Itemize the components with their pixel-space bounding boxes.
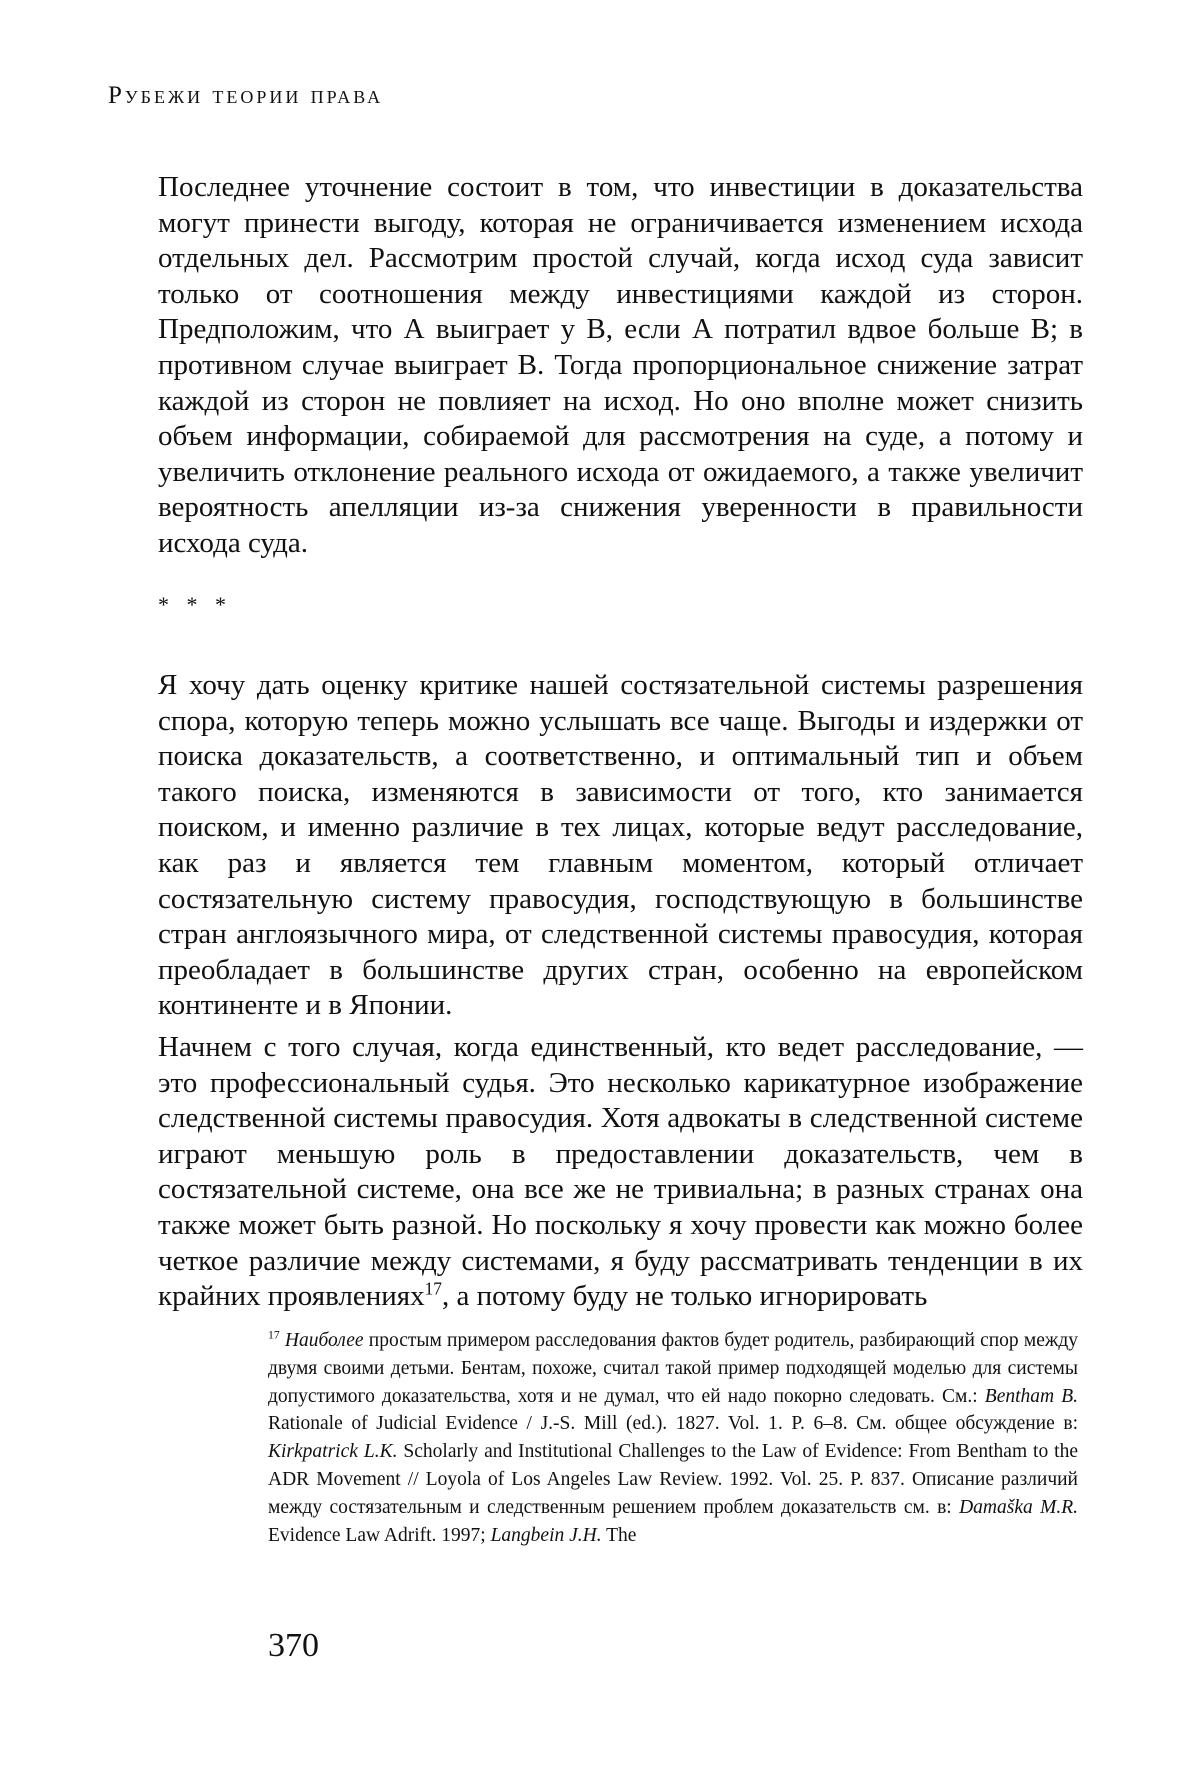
- footnote-author-2: Kirkpatrick L.K.: [268, 1441, 398, 1463]
- paragraph-2: Я хочу дать оценку критике нашей состязательной системы разрешения спора, которую теперь можно услышать все чаще. Выгоды и издержки от поиска доказательств, а соответственно, и оптимальный тип и объем такого поиска, изменяются в зависимости от того, кто занимается поиском, и именно различие в тех лицах, которые ведут расследование, как раз и является тем главным моментом, который отличает состязательную систему правосудия, господствующую в большинстве стран англоязычного мира, от следственной системы правосудия, которая преобладает в большинстве других стран, особенно на европейском континенте и в Японии.: [158, 669, 1083, 1022]
- paragraph-3-text: Начнем с того случая, когда единственный, кто ведет расследование, — это профессиональный судья. Это несколько карикатурное изображение следственной системы правосудия. Хотя адвокаты в следственной системе играют меньшую роль в предоставлении доказательств, чем в состязательной системе, она все же не тривиальна; в разных странах она также может быть разной. Но поскольку я хочу провести как можно более четкое различие между системами, я буду рассматривать тенденции в их крайних проявлениях: [158, 1031, 1083, 1313]
- footnote-text-3: Scholarly and Institutional Challenges to the Law of Evidence: From Bentham to the ADR Movement // Loyola of Los Angeles Law Review. 1992. Vol. 25. P. 837. Описание различий между состязательным и следственным решением проблем доказательств см. в:: [268, 1441, 1078, 1518]
- footnote-author-3: Damaška M.R.: [959, 1496, 1078, 1518]
- running-title: Рубежи теории права: [108, 82, 384, 109]
- footnote-text: простым примером расследования фактов будет родитель, разбирающий спор между двумя своими детьми. Бентам, похоже, считал такой пример подходящей моделью для системы допустимого доказательства, хотя и не думал, что ей надо покорно следовать. См.:: [268, 1330, 1079, 1407]
- paragraph-3: [158, 1030, 1083, 1315]
- paragraph-3-tail: , а потому буду не только игнорировать: [442, 1280, 928, 1313]
- footnote-text-4: Evidence Law Adrift. 1997;: [268, 1524, 491, 1546]
- footnote-author-1: Bentham B.: [984, 1385, 1078, 1407]
- footnote-reference: 17: [424, 1278, 442, 1299]
- footnote-lead: Наиболее: [284, 1330, 364, 1351]
- footnote: [268, 1327, 1078, 1549]
- footnote-number: 17: [268, 1328, 280, 1342]
- paragraph-1: Последнее уточнение состоит в том, что инвестиции в доказательства могут принести выгоду, которая не ограничивается изменением исхода отдельных дел. Рассмотрим простой случай, когда исход суда зависит только от соотношения между инвестициями каждой из сторон. Предположим, что А выиграет у B, если А потратил вдвое больше B; в противном случае выиграет B. Тогда пропорциональное снижение затрат каждой из сторон не повлияет на исход. Но оно вполне может снизить объем информации, собираемой для рассмотрения на суде, а потому и увеличить отклонение реального исхода от ожидаемого, а также увеличит вероятность апелляции из-за снижения уверенности в правильности исхода суда.: [158, 171, 1083, 559]
- footnote-text-2: Rationale of Judicial Evidence / J.-S. Mill (ed.). 1827. Vol. 1. P. 6–8. См. общее обсуждение в:: [268, 1413, 1078, 1435]
- section-separator: * * *: [158, 592, 232, 617]
- footnote-text-5: The: [601, 1524, 637, 1546]
- footnote-author-4: Langbein J.H.: [490, 1524, 602, 1546]
- page-number: 370: [268, 1627, 319, 1664]
